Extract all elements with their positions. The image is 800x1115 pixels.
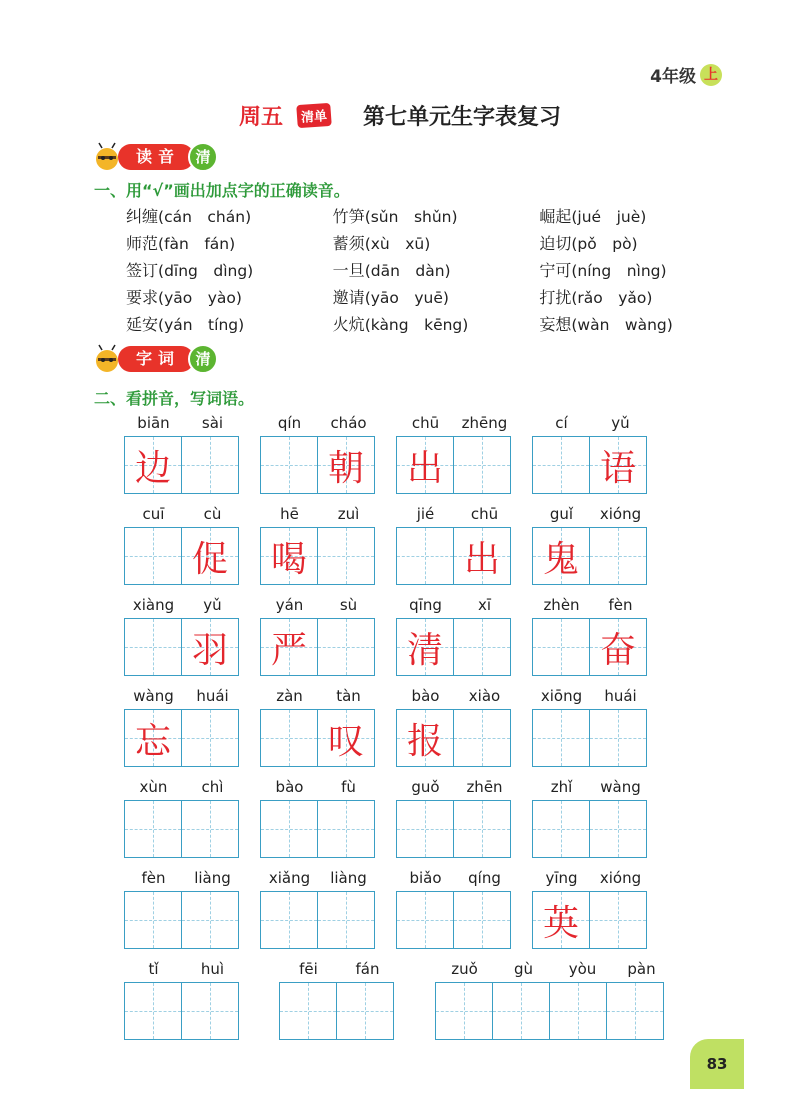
word-row — [124, 778, 684, 869]
section-badge-text: 读音 — [118, 144, 194, 170]
reading-options[interactable]: (níng nìng) — [571, 262, 667, 280]
reading-row — [126, 283, 746, 310]
reading-item — [333, 285, 540, 308]
written-character — [454, 710, 510, 766]
reading-word: 延安 — [126, 315, 159, 334]
character-box[interactable] — [396, 527, 454, 585]
word-row — [124, 596, 684, 687]
character-box[interactable] — [453, 436, 511, 494]
word-group — [532, 687, 650, 767]
written-character: 边 — [134, 447, 171, 489]
pinyin-label: fēi — [299, 960, 318, 978]
character-box[interactable] — [260, 527, 318, 585]
word-group — [260, 687, 378, 767]
character-box[interactable] — [181, 436, 239, 494]
written-character — [125, 983, 181, 1039]
reading-word: 一旦 — [332, 261, 365, 280]
pinyin-label: liàng — [194, 869, 231, 887]
reading-item — [126, 312, 333, 335]
grade-text: 4年级 — [650, 67, 696, 87]
written-character — [607, 983, 663, 1039]
word-group — [279, 960, 397, 1040]
word-group — [124, 960, 242, 1040]
written-character — [261, 710, 317, 766]
qingdan-badge: 清单 — [296, 103, 332, 128]
written-character — [454, 892, 510, 948]
written-character — [590, 528, 646, 584]
reading-item — [333, 312, 540, 335]
reading-word: 竹笋 — [332, 207, 365, 226]
character-box[interactable] — [260, 709, 318, 767]
pinyin-label: bào — [411, 687, 440, 705]
word-group — [532, 505, 650, 585]
written-character: 出 — [406, 447, 443, 489]
word-group — [532, 414, 650, 494]
written-character — [550, 983, 606, 1039]
written-character — [533, 801, 589, 857]
pinyin-label: chū — [411, 414, 440, 432]
pinyin-label: xī — [477, 596, 492, 614]
written-character — [397, 801, 453, 857]
page-title — [0, 100, 800, 131]
written-character — [318, 801, 374, 857]
page-number: 83 — [690, 1039, 744, 1089]
pinyin-label: zhēn — [466, 778, 503, 796]
written-character — [182, 801, 238, 857]
word-group — [532, 869, 650, 949]
reading-word: 签订 — [126, 261, 159, 280]
character-box[interactable] — [317, 618, 375, 676]
section-badge-reading — [92, 142, 218, 172]
pinyin-label: zuǒ — [451, 960, 478, 978]
reading-options[interactable]: (xù xū) — [364, 235, 431, 253]
reading-row — [126, 202, 746, 229]
written-character — [182, 437, 238, 493]
pinyin-label: hē — [280, 505, 299, 523]
section-badge-text: 字词 — [118, 346, 194, 372]
grade-label — [650, 62, 722, 87]
written-character — [493, 983, 549, 1039]
pinyin-label: xiōng — [540, 687, 583, 705]
reading-word: 纠缠 — [126, 207, 159, 226]
pinyin-label: zàn — [276, 687, 303, 705]
character-box[interactable] — [589, 436, 647, 494]
question-2-heading: 二、看拼音，写词语。 — [94, 389, 255, 408]
character-box[interactable] — [317, 891, 375, 949]
word-group — [435, 960, 671, 1040]
character-box[interactable] — [181, 800, 239, 858]
written-character: 鬼 — [542, 538, 579, 580]
reading-options[interactable]: (fàn fán) — [158, 235, 236, 253]
question-1-heading: 一、用“√”画出加点字的正确读音。 — [94, 181, 350, 200]
written-character — [125, 619, 181, 675]
written-character — [125, 892, 181, 948]
word-group — [124, 869, 242, 949]
word-group — [260, 414, 378, 494]
pinyin-label: guǒ — [411, 778, 440, 796]
character-box[interactable] — [124, 618, 182, 676]
reading-options[interactable]: (rǎo yǎo) — [571, 289, 653, 307]
pinyin-label: cí — [555, 414, 568, 432]
written-character: 出 — [463, 538, 500, 580]
written-character: 促 — [191, 538, 228, 580]
character-box[interactable] — [532, 800, 590, 858]
written-character: 报 — [406, 720, 443, 762]
character-box[interactable] — [396, 800, 454, 858]
reading-options[interactable]: (dān dàn) — [364, 262, 451, 280]
pinyin-label: xùn — [139, 778, 168, 796]
pinyin-label: sài — [201, 414, 224, 432]
written-character — [590, 801, 646, 857]
pinyin-label: liàng — [330, 869, 367, 887]
title-main: 第七单元生字表复习 — [363, 104, 562, 130]
character-box[interactable] — [317, 709, 375, 767]
reading-item — [126, 285, 333, 308]
reading-options[interactable]: (yán tíng) — [158, 316, 245, 334]
character-box[interactable] — [453, 709, 511, 767]
character-box[interactable] — [260, 891, 318, 949]
written-character — [454, 619, 510, 675]
reading-options[interactable]: (jué juè) — [571, 208, 647, 226]
word-group — [124, 596, 242, 676]
pinyin-label: cuī — [142, 505, 165, 523]
character-box[interactable] — [532, 618, 590, 676]
pinyin-label: bào — [275, 778, 304, 796]
character-box[interactable] — [124, 527, 182, 585]
pinyin-label: fèn — [608, 596, 633, 614]
character-box[interactable] — [396, 436, 454, 494]
written-character: 朝 — [327, 447, 364, 489]
reading-item — [126, 258, 333, 281]
character-box[interactable] — [260, 800, 318, 858]
character-box[interactable] — [532, 709, 590, 767]
reading-word: 邀请 — [332, 288, 365, 307]
written-character: 喝 — [270, 538, 307, 580]
written-character: 忘 — [134, 720, 171, 762]
character-box[interactable] — [336, 982, 394, 1040]
pinyin-label: xiào — [468, 687, 501, 705]
word-group — [260, 869, 378, 949]
pinyin-label: wàng — [600, 778, 641, 796]
pinyin-label: zhǐ — [550, 778, 573, 796]
pinyin-label: chū — [470, 505, 499, 523]
pinyin-label: fèn — [141, 869, 166, 887]
written-character — [397, 528, 453, 584]
reading-options[interactable]: (cán chán) — [158, 208, 252, 226]
written-character: 清 — [406, 629, 443, 671]
reading-word: 迫切 — [539, 234, 572, 253]
qing-circle: 清 — [188, 142, 218, 172]
character-box[interactable] — [124, 891, 182, 949]
reading-word: 打扰 — [539, 288, 572, 307]
character-box[interactable] — [260, 436, 318, 494]
written-character — [261, 437, 317, 493]
pinyin-label: fán — [355, 960, 380, 978]
qing-circle: 清 — [188, 344, 218, 374]
word-group — [124, 778, 242, 858]
pinyin-label: cù — [203, 505, 222, 523]
reading-grid — [126, 202, 746, 337]
character-box[interactable] — [606, 982, 664, 1040]
character-box[interactable] — [124, 709, 182, 767]
reading-word: 崛起 — [539, 207, 572, 226]
written-character — [182, 983, 238, 1039]
character-box[interactable] — [260, 618, 318, 676]
reading-word: 要求 — [126, 288, 159, 307]
character-box[interactable] — [453, 891, 511, 949]
pinyin-label: tàn — [336, 687, 361, 705]
word-group — [532, 596, 650, 676]
word-group — [396, 687, 514, 767]
pinyin-label: xióng — [599, 505, 642, 523]
character-box[interactable] — [396, 891, 454, 949]
written-character: 奋 — [599, 629, 636, 671]
reading-item — [539, 285, 746, 308]
word-group — [396, 869, 514, 949]
character-box[interactable] — [589, 618, 647, 676]
written-character — [261, 892, 317, 948]
written-character — [397, 892, 453, 948]
written-character — [182, 892, 238, 948]
pinyin-label: zhèn — [543, 596, 580, 614]
pinyin-label: sù — [339, 596, 358, 614]
written-character — [318, 619, 374, 675]
word-row — [124, 869, 684, 960]
character-box[interactable] — [181, 709, 239, 767]
character-box[interactable] — [317, 436, 375, 494]
word-group — [396, 596, 514, 676]
reading-word: 宁可 — [539, 261, 572, 280]
pinyin-label: guǐ — [549, 505, 574, 523]
reading-options[interactable]: (sǔn shǔn) — [364, 208, 458, 226]
written-character — [182, 710, 238, 766]
pinyin-label: qín — [277, 414, 302, 432]
written-character: 叹 — [327, 720, 364, 762]
pinyin-label: zuì — [337, 505, 360, 523]
title-day: 周五 — [238, 104, 283, 130]
word-group — [260, 778, 378, 858]
pinyin-label: chì — [201, 778, 224, 796]
pinyin-label: yán — [275, 596, 304, 614]
reading-row — [126, 310, 746, 337]
pinyin-label: qīng — [409, 596, 442, 614]
pinyin-label: huái — [604, 687, 637, 705]
reading-options[interactable]: (dīng dìng) — [158, 262, 254, 280]
written-character — [533, 437, 589, 493]
word-group — [124, 505, 242, 585]
written-character — [125, 801, 181, 857]
written-character — [533, 619, 589, 675]
character-box[interactable] — [453, 800, 511, 858]
written-character — [125, 528, 181, 584]
word-group — [260, 596, 378, 676]
character-box[interactable] — [453, 527, 511, 585]
word-row — [124, 687, 684, 778]
character-box[interactable] — [396, 709, 454, 767]
word-row — [124, 414, 684, 505]
pinyin-label: gù — [513, 960, 534, 978]
bee-icon — [92, 344, 122, 374]
character-box[interactable] — [589, 709, 647, 767]
reading-item — [126, 204, 333, 227]
character-box[interactable] — [279, 982, 337, 1040]
written-character — [318, 892, 374, 948]
reading-options[interactable]: (yāo yuē) — [364, 289, 449, 307]
character-box[interactable] — [317, 800, 375, 858]
reading-item — [126, 231, 333, 254]
pinyin-label: biǎo — [409, 869, 442, 887]
character-box[interactable] — [453, 618, 511, 676]
pinyin-label: tǐ — [148, 960, 159, 978]
character-box[interactable] — [492, 982, 550, 1040]
character-box[interactable] — [181, 618, 239, 676]
written-character: 英 — [542, 902, 579, 944]
character-box[interactable] — [589, 891, 647, 949]
pinyin-label: yǔ — [611, 414, 630, 432]
written-character: 羽 — [191, 629, 228, 671]
reading-options[interactable]: (wàn wàng) — [571, 316, 673, 334]
pinyin-label: yīng — [545, 869, 578, 887]
character-box[interactable] — [124, 436, 182, 494]
word-row — [124, 505, 684, 596]
word-group — [532, 778, 650, 858]
character-box[interactable] — [181, 527, 239, 585]
character-box[interactable] — [589, 800, 647, 858]
reading-row — [126, 229, 746, 256]
reading-item — [333, 204, 540, 227]
character-box[interactable] — [532, 891, 590, 949]
written-character — [454, 437, 510, 493]
pinyin-label: cháo — [330, 414, 367, 432]
pinyin-label: biān — [137, 414, 170, 432]
written-character: 严 — [270, 629, 307, 671]
word-row — [124, 960, 684, 1051]
reading-row — [126, 256, 746, 283]
pinyin-label: xiàng — [132, 596, 175, 614]
character-box[interactable] — [532, 436, 590, 494]
character-box[interactable] — [317, 527, 375, 585]
character-box[interactable] — [124, 982, 182, 1040]
reading-item — [539, 258, 746, 281]
pinyin-label: fù — [341, 778, 356, 796]
pinyin-label: huì — [200, 960, 225, 978]
reading-options[interactable]: (pǒ pò) — [571, 235, 638, 253]
word-group — [396, 778, 514, 858]
word-group — [124, 687, 242, 767]
word-group — [124, 414, 242, 494]
word-group — [396, 414, 514, 494]
written-character — [590, 892, 646, 948]
word-group — [396, 505, 514, 585]
written-character — [280, 983, 336, 1039]
reading-item — [539, 231, 746, 254]
reading-word: 火炕 — [332, 315, 365, 334]
character-box[interactable] — [396, 618, 454, 676]
written-character — [318, 528, 374, 584]
written-character — [337, 983, 393, 1039]
character-box[interactable] — [124, 800, 182, 858]
written-character — [261, 801, 317, 857]
character-box[interactable] — [549, 982, 607, 1040]
character-box[interactable] — [532, 527, 590, 585]
written-character — [533, 710, 589, 766]
pinyin-label: xióng — [599, 869, 642, 887]
pinyin-label: yòu — [568, 960, 597, 978]
pinyin-label: huái — [196, 687, 229, 705]
pinyin-label: wàng — [133, 687, 174, 705]
written-character — [436, 983, 492, 1039]
pinyin-label: yǔ — [203, 596, 222, 614]
written-character — [590, 710, 646, 766]
pinyin-label: qíng — [468, 869, 501, 887]
reading-item — [539, 312, 746, 335]
written-character — [454, 801, 510, 857]
character-box[interactable] — [435, 982, 493, 1040]
pinyin-label: xiǎng — [268, 869, 311, 887]
reading-item — [333, 231, 540, 254]
reading-options[interactable]: (kàng kēng) — [364, 316, 469, 334]
pinyin-label: jié — [416, 505, 435, 523]
character-box[interactable] — [181, 891, 239, 949]
pinyin-label: zhēng — [461, 414, 508, 432]
reading-item — [333, 258, 540, 281]
reading-item — [539, 204, 746, 227]
reading-word: 蓄须 — [332, 234, 365, 253]
grade-badge: 上 — [700, 64, 722, 86]
character-box[interactable] — [181, 982, 239, 1040]
reading-options[interactable]: (yāo yào) — [158, 289, 242, 307]
bee-icon — [92, 142, 122, 172]
pinyin-label: pàn — [627, 960, 656, 978]
writing-grid — [124, 414, 684, 1051]
word-group — [260, 505, 378, 585]
written-character: 语 — [599, 447, 636, 489]
section-badge-words — [92, 344, 218, 374]
reading-word: 妄想 — [539, 315, 572, 334]
character-box[interactable] — [589, 527, 647, 585]
reading-word: 师范 — [126, 234, 159, 253]
